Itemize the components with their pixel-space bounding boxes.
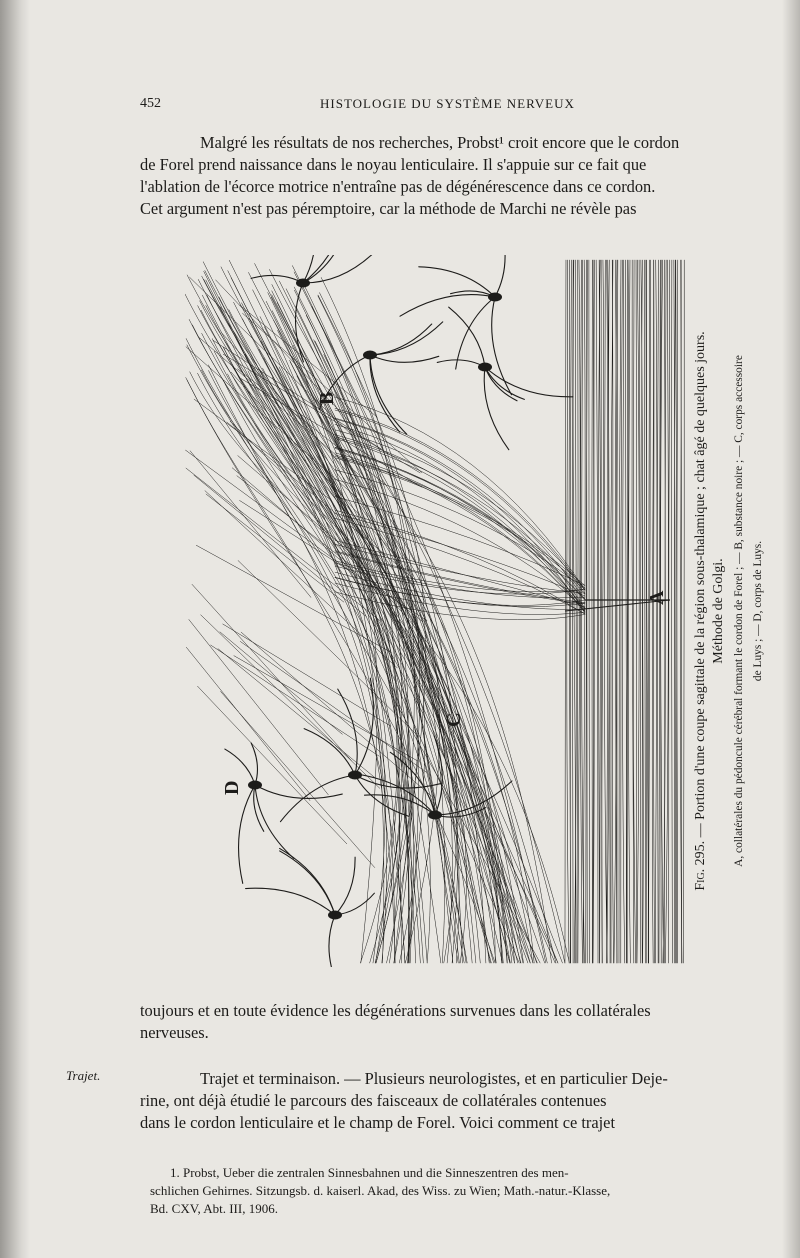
fiber xyxy=(589,260,590,963)
fiber xyxy=(233,331,402,963)
dendrite xyxy=(495,255,505,297)
figure-label-d: D xyxy=(221,780,243,795)
dendrite xyxy=(370,355,407,434)
fiber xyxy=(240,641,426,772)
dendrite xyxy=(254,785,264,831)
fiber xyxy=(671,260,672,963)
fiber xyxy=(669,260,670,963)
fiber xyxy=(644,260,645,963)
fiber xyxy=(220,632,342,734)
text-line: de Forel prend naissance dans le noyau lenticulaire. Il s'appuie sur ce fait que xyxy=(140,155,647,174)
fiber xyxy=(197,686,346,844)
dendrite xyxy=(255,785,342,798)
dendrite xyxy=(437,360,485,367)
fiber xyxy=(204,271,519,963)
fiber xyxy=(186,377,495,963)
fiber xyxy=(201,615,380,789)
dendrite xyxy=(370,355,439,362)
fiber xyxy=(607,260,608,963)
footnote-line: 1. Probst, Ueber die zentralen Sinnesbahnen und die Sinneszentren des men- xyxy=(170,1165,569,1180)
fiber xyxy=(186,647,310,800)
page-edge-shadow-left xyxy=(0,0,30,1258)
dendrite xyxy=(484,367,509,450)
dendrite xyxy=(225,749,255,785)
dendrite xyxy=(251,275,303,283)
fiber xyxy=(223,624,391,726)
fiber xyxy=(315,341,521,963)
page-edge-shadow-right xyxy=(782,0,800,1258)
footnote xyxy=(150,1164,780,1218)
paragraph-top xyxy=(140,132,772,220)
fiber xyxy=(238,561,416,734)
fiber xyxy=(637,260,639,963)
fiber xyxy=(578,260,580,963)
dendrite xyxy=(246,888,335,915)
figure-caption xyxy=(692,255,764,967)
figure-drawing xyxy=(185,255,685,967)
fiber xyxy=(293,330,552,963)
fiber xyxy=(228,374,502,963)
text-line: nerveuses. xyxy=(140,1023,209,1042)
dendrite xyxy=(280,848,335,915)
fiber xyxy=(602,260,604,963)
fiber xyxy=(190,451,311,598)
fiber xyxy=(636,260,637,963)
figure-label-b: B xyxy=(316,391,338,405)
fiber xyxy=(659,260,661,963)
dendrite xyxy=(456,297,495,369)
caption-text: — Portion d'une coupe sagittale de la région sous-thalamique ; chat âgé de quelques jours. xyxy=(693,331,708,841)
caption-legend-line: de Luys ; — D, corps de Luys. xyxy=(752,540,764,682)
text-line: l'ablation de l'écorce motrice n'entraîne pas de dégénérescence dans ce cordon. xyxy=(140,177,656,196)
running-title: HISTOLOGIE DU SYSTÈME NERVEUX xyxy=(320,96,575,111)
fiber xyxy=(290,362,556,963)
fiber xyxy=(255,263,476,963)
dendrite xyxy=(335,857,355,915)
dendrite xyxy=(400,295,495,317)
text-line: rine, ont déjà étudié le parcours des faisceaux de collatérales contenues xyxy=(140,1091,607,1110)
fiber xyxy=(242,319,562,963)
fiber xyxy=(239,305,377,417)
fiber xyxy=(190,372,570,963)
paragraph-bottom xyxy=(140,1000,772,1044)
dendrite xyxy=(303,255,373,283)
fiber xyxy=(655,260,657,963)
paragraph-trajet xyxy=(140,1068,772,1134)
footnote-line: Bd. CXV, Abt. III, 1906. xyxy=(150,1201,278,1216)
figure-number: Fig. 295. xyxy=(693,840,708,891)
figure-label-c: C xyxy=(443,712,465,727)
fiber xyxy=(219,297,480,963)
dendrite xyxy=(280,851,335,915)
fiber xyxy=(206,280,416,963)
dendrite xyxy=(304,729,355,775)
text-line: dans le cordon lenticulaire et le champ de Forel. Voici comment ce trajet xyxy=(140,1113,616,1132)
dendrite xyxy=(335,893,374,915)
fiber xyxy=(218,649,375,778)
dendrite xyxy=(449,307,485,367)
fiber xyxy=(570,260,571,963)
fiber xyxy=(623,260,625,963)
fiber xyxy=(609,260,611,963)
text-line: Trajet et terminaison. — Plusieurs neurologistes, et en particulier Deje- xyxy=(200,1069,668,1088)
footnote-line: schlichen Gehirnes. Sitzungsb. d. kaiserl. Akad, des Wiss. zu Wien; Math.-natur.-Klasse, xyxy=(150,1183,611,1198)
page-number: 452 xyxy=(140,96,161,111)
dendrite xyxy=(255,785,294,858)
fiber xyxy=(596,260,598,963)
figure-label-a: A xyxy=(646,590,668,605)
fiber xyxy=(312,306,546,963)
fiber xyxy=(187,345,387,963)
fiber xyxy=(592,260,593,963)
fiber xyxy=(335,540,585,607)
fiber xyxy=(211,645,380,756)
fiber xyxy=(654,260,655,963)
fiber xyxy=(206,494,344,602)
caption-line xyxy=(692,255,710,967)
histology-figure xyxy=(185,255,685,967)
fiber xyxy=(567,260,569,963)
fiber xyxy=(574,260,576,963)
fiber xyxy=(621,260,623,963)
margin-note: Trajet. xyxy=(66,1068,101,1083)
fiber xyxy=(335,447,585,608)
fiber xyxy=(684,260,685,963)
fiber xyxy=(205,270,558,963)
fiber xyxy=(617,260,618,963)
fiber xyxy=(657,260,658,963)
dendrite xyxy=(329,915,336,967)
caption-legend-line: A, collatérales du pédoncule cérébral formant le cordon de Forel ; — B, substance noire ; — C, corps accessoire xyxy=(733,355,745,867)
fiber xyxy=(192,584,351,760)
fiber xyxy=(577,260,578,963)
text-line: toujours et en toute évidence les dégénérations survenues dans les collatérales xyxy=(140,1001,651,1020)
nerve-fibers xyxy=(185,260,684,963)
fiber xyxy=(203,262,466,963)
caption-line: Méthode de Golgi. xyxy=(711,558,726,664)
dendrite xyxy=(485,367,573,397)
dendrite xyxy=(370,324,432,355)
text-line: Cet argument n'est pas péremptoire, car la méthode de Marchi ne révèle pas xyxy=(140,199,637,218)
text-line: Malgré les résultats de nos recherches, Probst¹ croit encore que le cordon xyxy=(200,133,680,152)
fiber xyxy=(228,271,503,963)
fiber xyxy=(272,291,377,963)
fiber xyxy=(565,260,566,963)
dendrite xyxy=(239,785,255,883)
dendrite xyxy=(370,322,443,355)
